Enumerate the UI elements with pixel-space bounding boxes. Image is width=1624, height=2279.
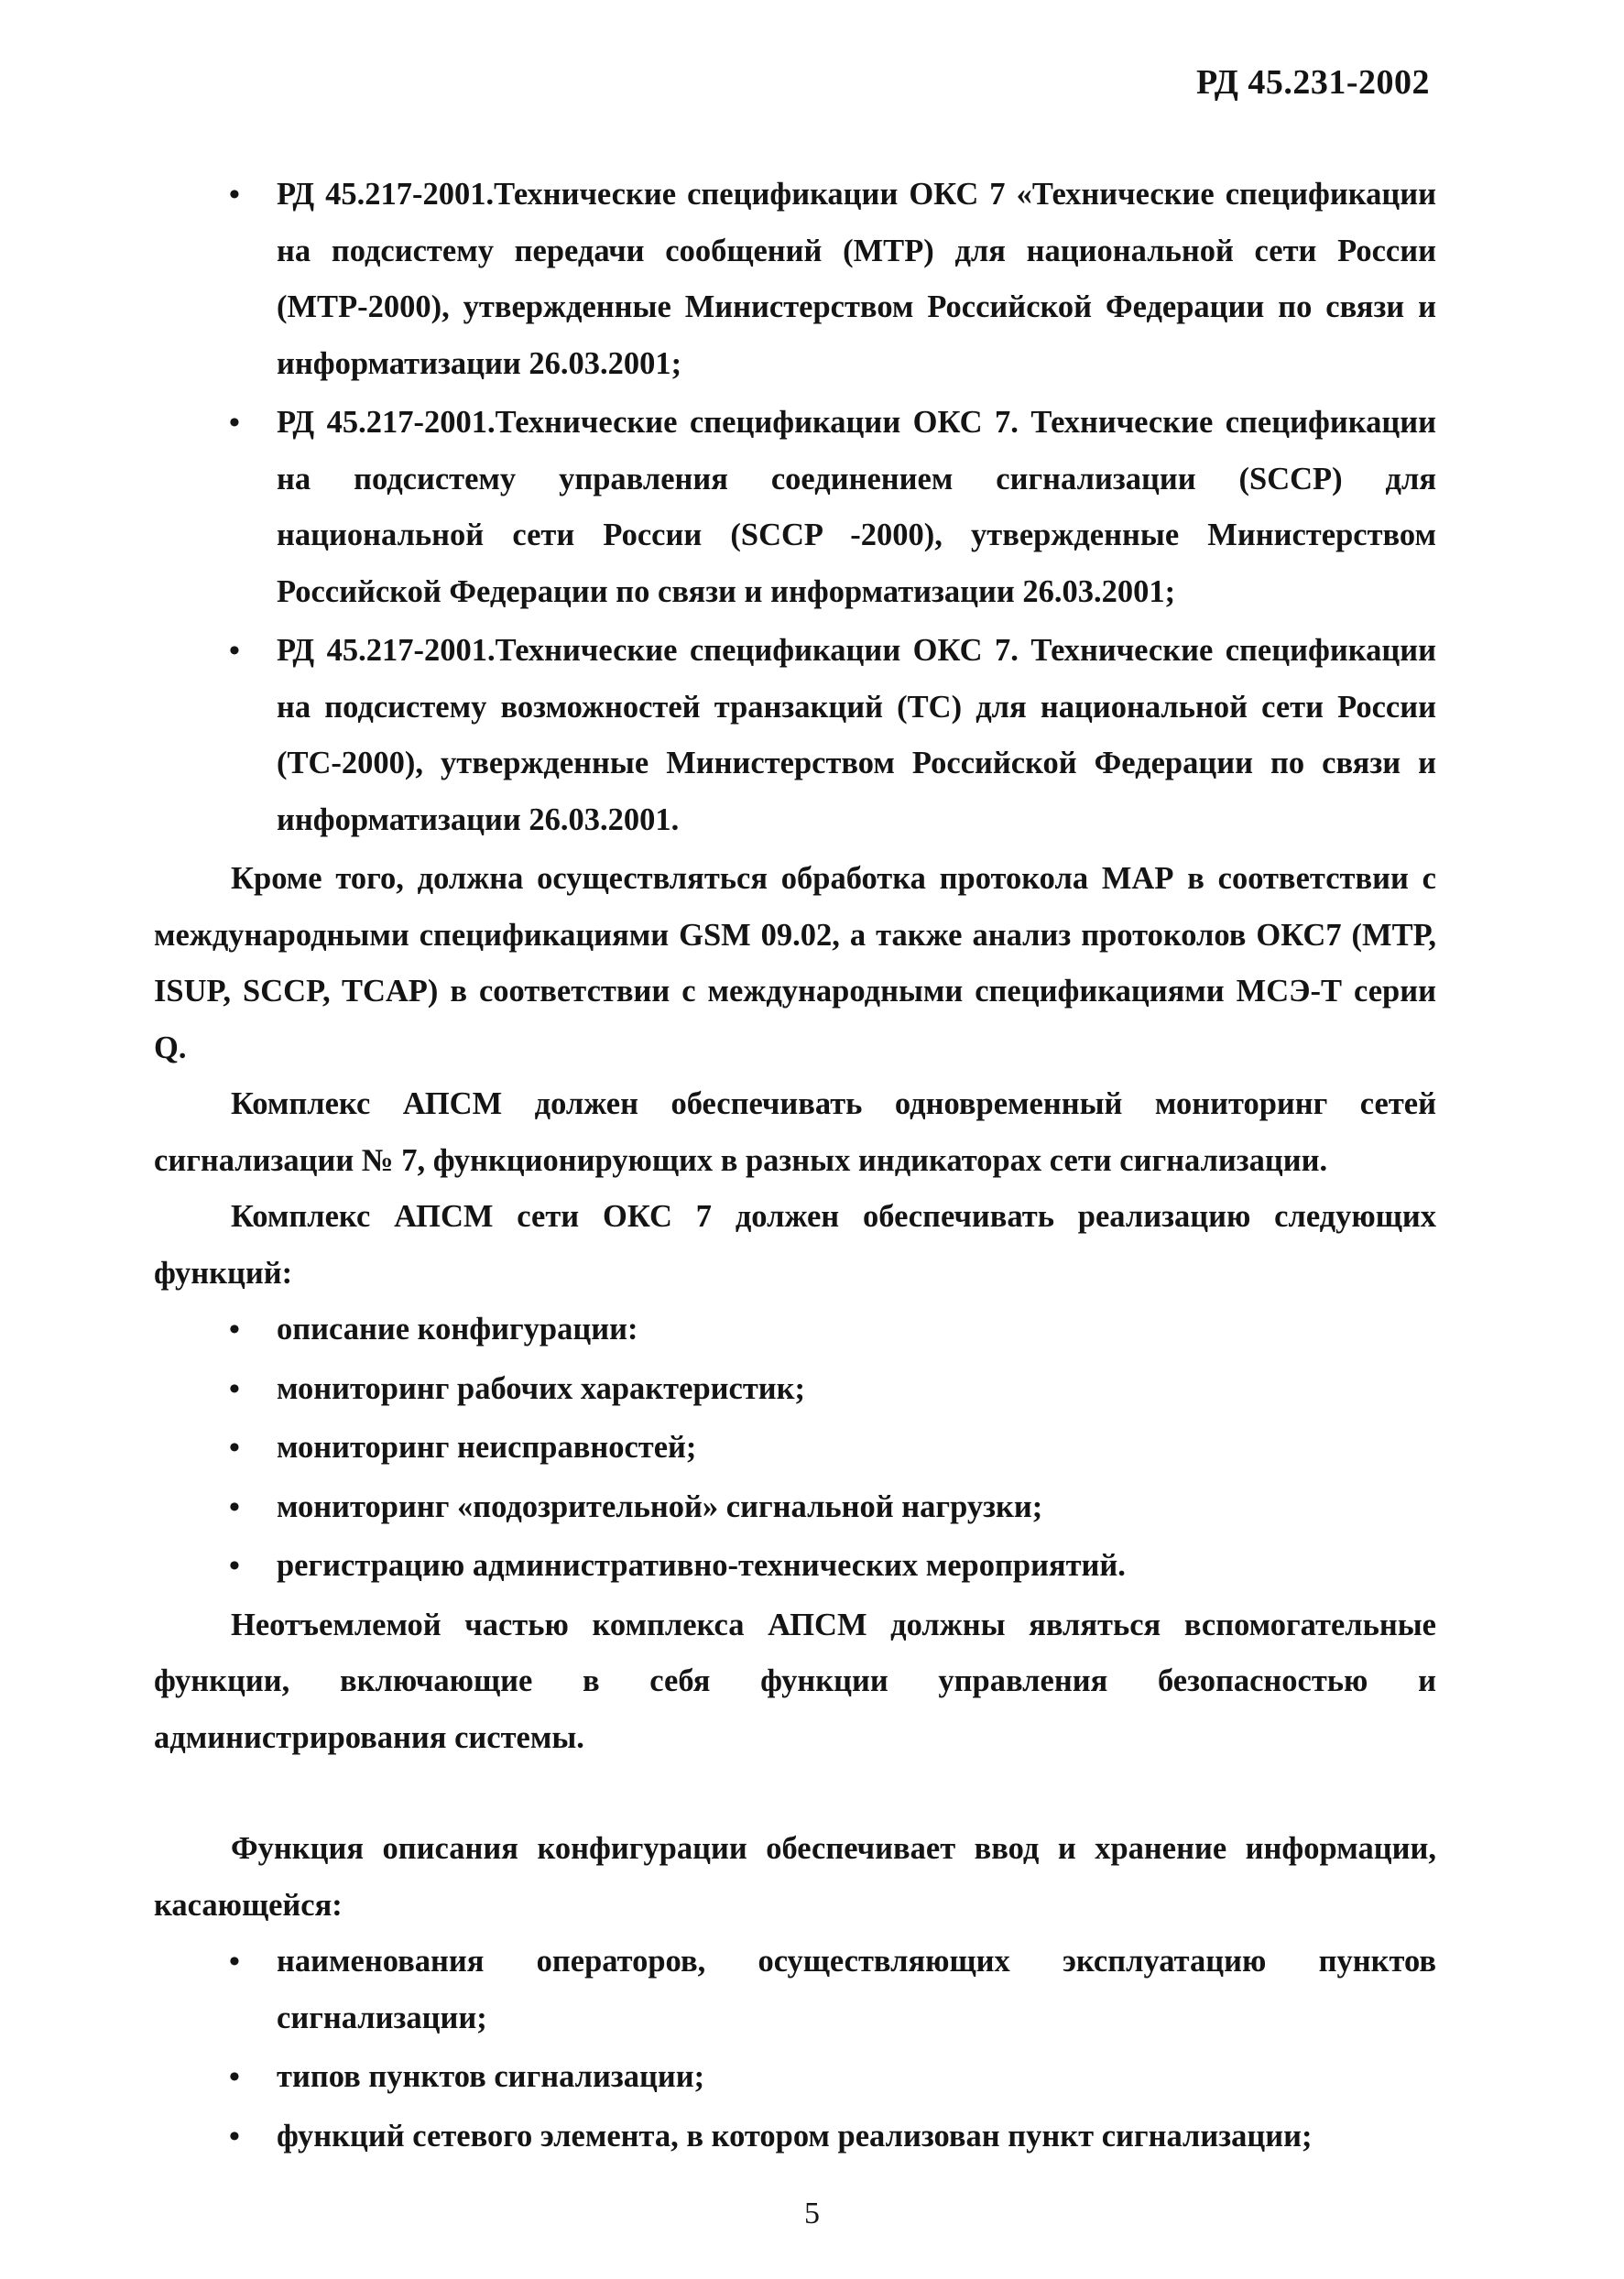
list-item: • наименования операторов, осуществляющих эксплуатацию пунктов сигнализации; bbox=[154, 1934, 1436, 2046]
list-item: • мониторинг «подозрительной» сигнальной нагрузки; bbox=[154, 1479, 1436, 1536]
paragraph-config-function bbox=[154, 1821, 1436, 1934]
paragraph-simultaneous-monitoring: Комплекс АПСМ должен обеспечивать одновременный мониторинг сетей сигнализации № 7, функционирующих в разных индикаторах сети сигнализации. bbox=[154, 1086, 1436, 1178]
config-function-description: обеспечивает ввод и хранение информации, касающейся: bbox=[154, 1831, 1436, 1923]
list-item: • функций сетевого элемента, в котором реализован пункт сигнализации; bbox=[154, 2109, 1436, 2165]
section-spacer bbox=[154, 1766, 1436, 1821]
document-body bbox=[154, 167, 1436, 2167]
list-item: • РД 45.217-2001.Технические спецификации ОКС 7. Технические спецификации на подсистему возможностей транзакций (ТС) для национальной сети России (ТС-2000), утвержденные Министерством Российской Федерации по связи и информатизации 26.03.2001. bbox=[154, 623, 1436, 848]
list-item: • РД 45.217-2001.Технические спецификации ОКС 7 «Технические спецификации на подсистему передачи сообщений (МТР) для национальной сети России (МТР-2000), утвержденные Министерством Российской Федерации по связи и информатизации 26.03.2001; bbox=[154, 167, 1436, 392]
document-code-header: РД 45.231-2002 bbox=[1196, 63, 1430, 102]
list-item: • мониторинг неисправностей; bbox=[154, 1420, 1436, 1477]
list-item: • мониторинг рабочих характеристик; bbox=[154, 1361, 1436, 1418]
list-item: • РД 45.217-2001.Технические спецификации ОКС 7. Технические спецификации на подсистему управления соединением сигнализации (SCCP) для национальной сети России (SCCP -2000), утвержденные Министерством Российской Федерации по связи и информатизации 26.03.2001; bbox=[154, 395, 1436, 620]
list-item: • регистрацию административно-технических мероприятий. bbox=[154, 1538, 1436, 1595]
page-number: 5 bbox=[804, 2197, 820, 2230]
paragraph-map-protocol: Кроме того, должна осуществляться обработка протокола МАР в соответствии с международными спецификациями GSM 09.02, а также анализ протоколов ОКС7 (МТР, ISUP, SCCP, TCAP) в соответствии с международными спецификациями МСЭ-Т серии Q. bbox=[154, 861, 1436, 1065]
config-function-term: Функция описания конфигурации bbox=[231, 1831, 747, 1866]
paragraph-functions-intro: Комплекс АПСМ сети ОКС 7 должен обеспечивать реализацию следующих функций: bbox=[154, 1199, 1436, 1291]
standards-list bbox=[154, 167, 1436, 848]
paragraph-auxiliary-functions: Неотъемлемой частью комплекса АПСМ должны являться вспомогательные функции, включающие в себя функции управления безопасностью и администрирования системы. bbox=[154, 1607, 1436, 1755]
config-items-list bbox=[154, 1934, 1436, 2165]
list-item: • типов пунктов сигнализации; bbox=[154, 2049, 1436, 2106]
functions-list bbox=[154, 1302, 1436, 1595]
list-item: • описание конфигурации: bbox=[154, 1302, 1436, 1358]
